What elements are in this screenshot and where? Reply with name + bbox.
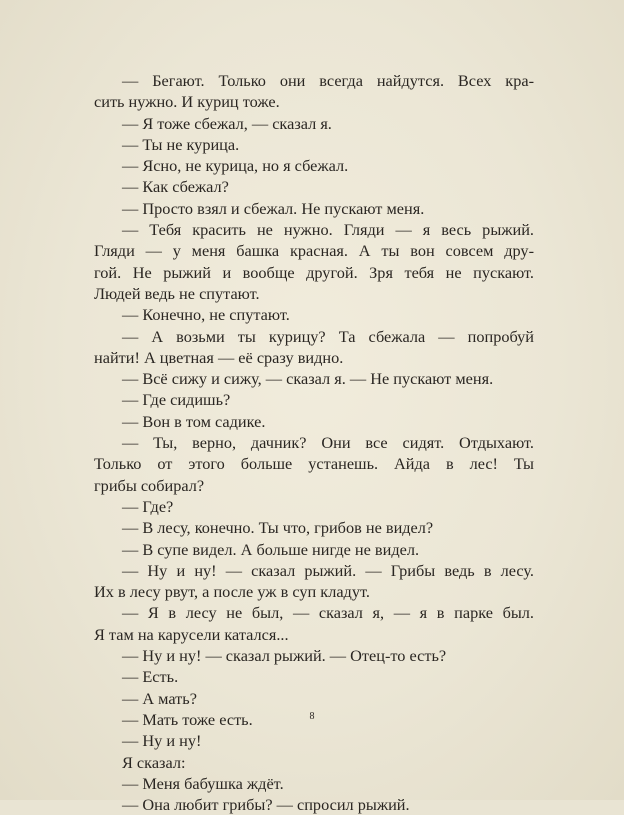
text-line: — Ну и ну! — сказал рыжий. — Грибы ведь в лесу.: [122, 560, 534, 580]
body-text: [94, 70, 534, 815]
text-line: гой. Не рыжий и вообще другой. Зря тебя не пускают.: [94, 262, 534, 282]
text-line: — Меня бабушка ждёт.: [122, 773, 284, 793]
text-line: — Всё сижу и сижу, — сказал я. — Не пускают меня.: [122, 369, 494, 389]
text-line: — Ты, верно, дачник? Они все сидят. Отдыхают.: [122, 433, 534, 453]
text-line: — Ты не курица.: [122, 134, 240, 154]
text-line: — Вон в том садике.: [122, 411, 266, 431]
text-line: — Ясно, не курица, но я сбежал.: [122, 156, 349, 176]
text-line: — А возьми ты курицу? Та сбежала — попробуй: [122, 326, 534, 346]
text-line: Людей ведь не спутают.: [94, 283, 260, 303]
text-line: — Как сбежал?: [122, 177, 229, 197]
text-line: — В лесу, конечно. Ты что, грибов не видел?: [122, 518, 434, 538]
text-line: найти! А цветная — её сразу видно.: [94, 347, 344, 367]
text-line: — Где?: [122, 496, 174, 516]
page-number: 8: [309, 711, 315, 722]
text-line: — Я тоже сбежал, — сказал я.: [122, 113, 332, 133]
text-line: Только от этого больше устанешь. Айда в лес! Ты: [94, 454, 534, 474]
text-line: Гляди — у меня башка красная. А ты вон совсем дру-: [94, 241, 534, 261]
text-line: — Где сидишь?: [122, 390, 231, 410]
text-line: — Конечно, не спутают.: [122, 305, 290, 325]
text-line: — Тебя красить не нужно. Гляди — я весь рыжий.: [122, 220, 534, 240]
text-line: — Ну и ну! — сказал рыжий. — Отец-то есть?: [122, 646, 447, 666]
text-line: — Есть.: [122, 667, 179, 687]
text-line: — Я в лесу не был, — сказал я, — я в парке был.: [122, 603, 534, 623]
text-line: — Бегают. Только они всегда найдутся. Всех кра-: [122, 71, 534, 90]
text-line: грибы собирал?: [94, 475, 205, 495]
text-line: Я сказал:: [122, 752, 186, 772]
text-line: Их в лесу рвут, а после уж в суп кладут.: [94, 582, 370, 602]
text-line: — Она любит грибы? — спросил рыжий.: [122, 795, 410, 815]
text-line: — Мать тоже есть.: [122, 709, 253, 729]
text-line: — В супе видел. А больше нигде не видел.: [122, 539, 420, 559]
text-line: — А мать?: [122, 688, 197, 708]
text-line: сить нужно. И куриц тоже.: [94, 92, 280, 112]
text-line: — Ну и ну!: [122, 731, 202, 751]
text-line: — Просто взял и сбежал. Не пускают меня.: [122, 198, 425, 218]
text-line: Я там на карусели катался...: [94, 624, 289, 644]
